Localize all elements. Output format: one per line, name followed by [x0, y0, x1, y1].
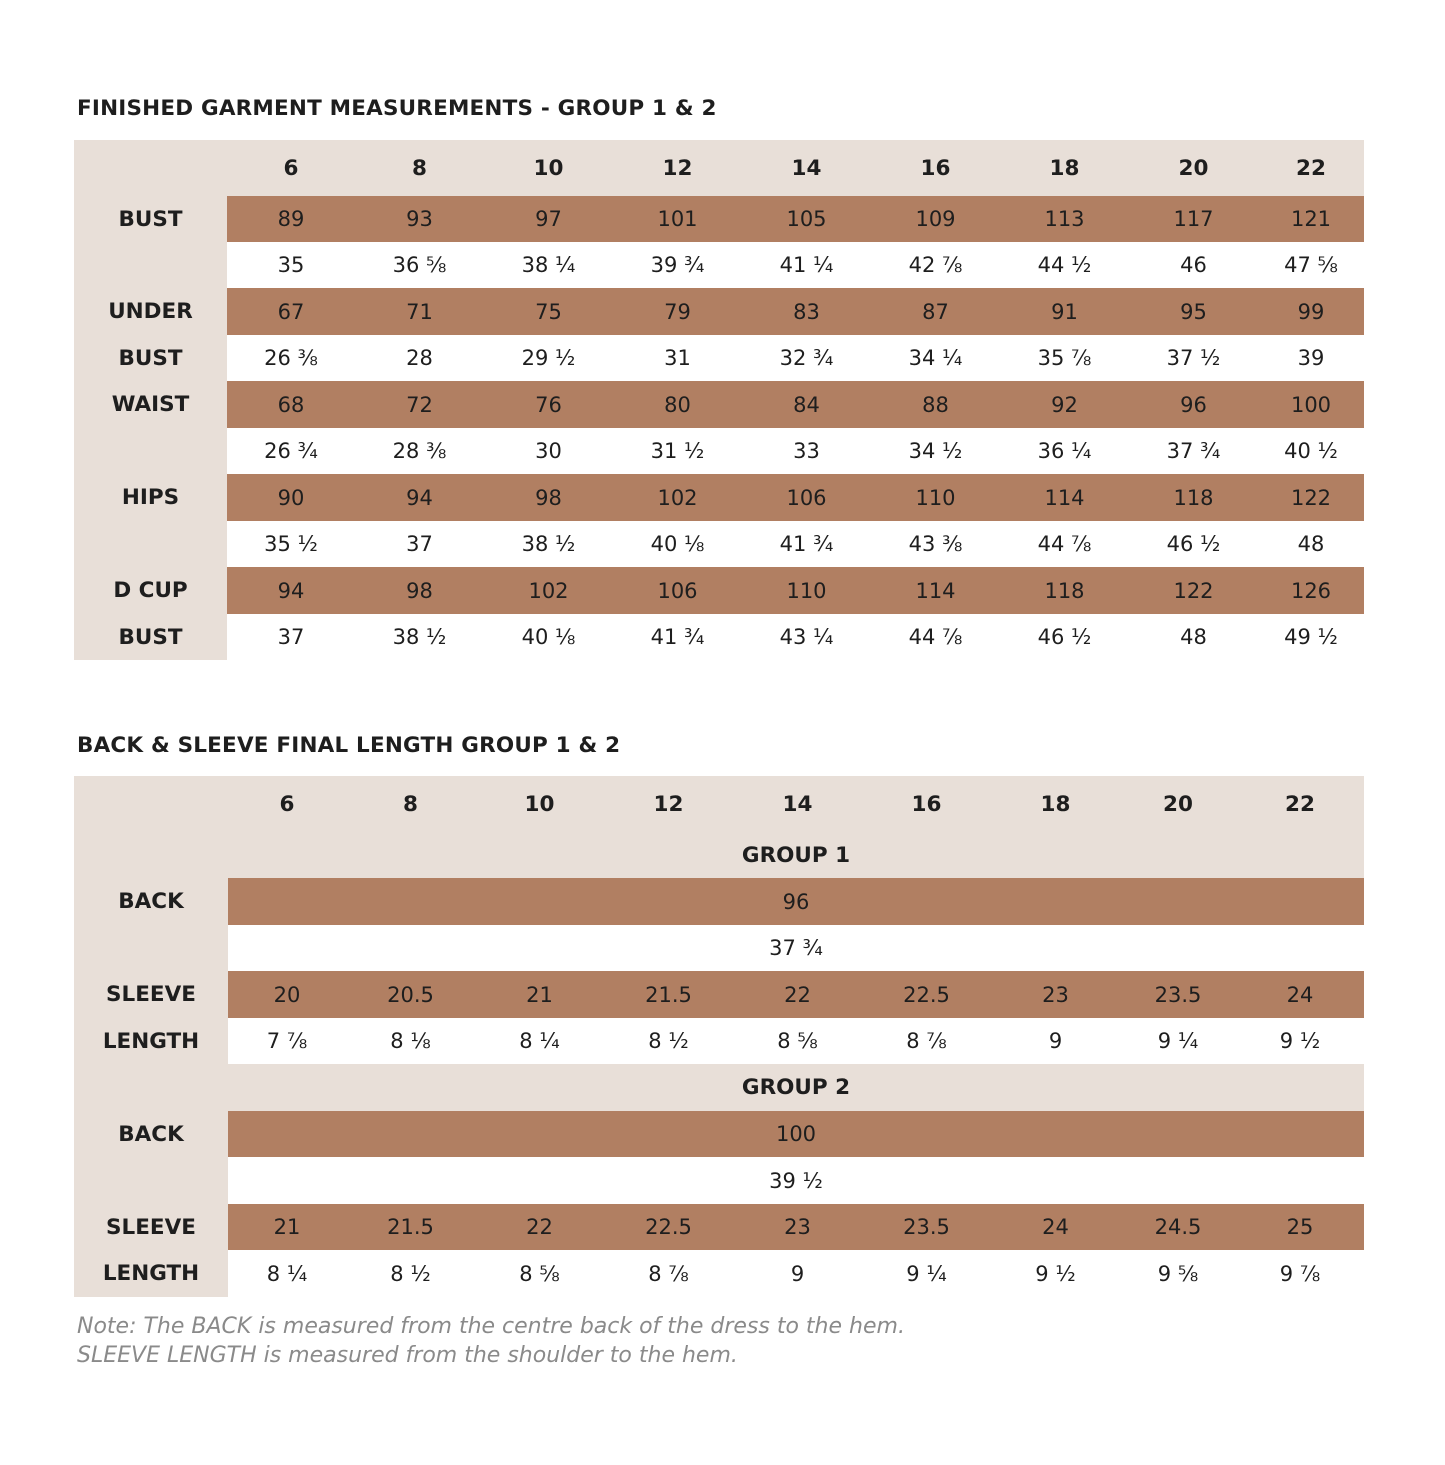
value-cell: 7 ⅞	[228, 1018, 346, 1064]
value-cell: 71	[355, 288, 484, 335]
value-cell: 84	[742, 381, 871, 428]
value-cell: 98	[355, 567, 484, 614]
size-header: 12	[604, 776, 733, 832]
size-header: 8	[355, 140, 484, 196]
value-cell: 8 ⅝	[733, 1018, 862, 1064]
value-cell: 24	[1236, 971, 1364, 1018]
value-cell: 44 ⅞	[871, 614, 1000, 660]
value-cell: 92	[1000, 381, 1129, 428]
row-label-empty	[74, 242, 227, 288]
size-header: 14	[733, 776, 862, 832]
dcup-cm-row	[74, 567, 1364, 614]
value-cell: 46	[1129, 242, 1258, 288]
value-cell: 79	[613, 288, 742, 335]
value-cell: 20.5	[346, 971, 475, 1018]
value-cell: 72	[355, 381, 484, 428]
value-cell: 40 ½	[1258, 428, 1364, 474]
value-cell: 121	[1258, 196, 1364, 242]
row-label-under: UNDER	[74, 288, 227, 335]
value-cell: 43 ¼	[742, 614, 871, 660]
value-cell: 22.5	[862, 971, 991, 1018]
value-cell: 9 ½	[991, 1250, 1120, 1297]
value-cell: 21	[475, 971, 604, 1018]
size-header-row	[74, 776, 1364, 832]
value-cell: 98	[484, 474, 613, 521]
value-cell: 99	[1258, 288, 1364, 335]
value-cell: 75	[484, 288, 613, 335]
group2-header-row	[74, 1064, 1364, 1111]
value-cell: 23.5	[862, 1204, 991, 1250]
size-header: 20	[1120, 776, 1236, 832]
value-cell: 26 ⅜	[227, 335, 355, 381]
value-cell: 91	[1000, 288, 1129, 335]
group1-header-row	[74, 832, 1364, 878]
group1-sleeve-cm-row	[74, 971, 1364, 1018]
value-cell: 8 ½	[346, 1250, 475, 1297]
underbust-in-row	[74, 335, 1364, 381]
row-label-back: BACK	[74, 1111, 228, 1157]
value-cell: 8 ¼	[228, 1250, 346, 1297]
size-header: 10	[484, 140, 613, 196]
value-cell: 8 ⅞	[604, 1250, 733, 1297]
value-cell: 100	[228, 1111, 1364, 1157]
size-header: 18	[1000, 140, 1129, 196]
value-cell: 21.5	[604, 971, 733, 1018]
note-line-1: Note: The BACK is measured from the centre back of the dress to the hem.	[77, 1314, 905, 1339]
size-header-row	[74, 140, 1364, 196]
size-header: 10	[475, 776, 604, 832]
value-cell: 76	[484, 381, 613, 428]
value-cell: 38 ½	[355, 614, 484, 660]
value-cell: 122	[1129, 567, 1258, 614]
size-header: 20	[1129, 140, 1258, 196]
value-cell: 42 ⅞	[871, 242, 1000, 288]
value-cell: 40 ⅛	[484, 614, 613, 660]
value-cell: 110	[742, 567, 871, 614]
row-label-length: LENGTH	[74, 1250, 228, 1297]
header-corner	[74, 776, 228, 832]
value-cell: 34 ¼	[871, 335, 1000, 381]
value-cell: 44 ½	[1000, 242, 1129, 288]
value-cell: 8 ⅞	[862, 1018, 991, 1064]
value-cell: 37	[355, 521, 484, 567]
value-cell: 40 ⅛	[613, 521, 742, 567]
value-cell: 9 ⅞	[1236, 1250, 1364, 1297]
finished-garment-table	[74, 140, 1364, 660]
size-header: 12	[613, 140, 742, 196]
value-cell: 114	[871, 567, 1000, 614]
value-cell: 37 ½	[1129, 335, 1258, 381]
row-label-dcup: D CUP	[74, 567, 227, 614]
value-cell: 8 ½	[604, 1018, 733, 1064]
value-cell: 102	[484, 567, 613, 614]
value-cell: 33	[742, 428, 871, 474]
value-cell: 36 ⅝	[355, 242, 484, 288]
size-header: 16	[871, 140, 1000, 196]
row-label-empty	[74, 925, 228, 971]
value-cell: 32 ¾	[742, 335, 871, 381]
size-header: 6	[227, 140, 355, 196]
value-cell: 83	[742, 288, 871, 335]
value-cell: 34 ½	[871, 428, 1000, 474]
value-cell: 109	[871, 196, 1000, 242]
value-cell: 31 ½	[613, 428, 742, 474]
value-cell: 118	[1129, 474, 1258, 521]
value-cell: 9	[733, 1250, 862, 1297]
bust-in-row	[74, 242, 1364, 288]
value-cell: 105	[742, 196, 871, 242]
value-cell: 110	[871, 474, 1000, 521]
value-cell: 43 ⅜	[871, 521, 1000, 567]
measurement-note	[77, 1312, 905, 1370]
value-cell: 94	[355, 474, 484, 521]
value-cell: 29 ½	[484, 335, 613, 381]
value-cell: 87	[871, 288, 1000, 335]
value-cell: 48	[1258, 521, 1364, 567]
value-cell: 80	[613, 381, 742, 428]
group2-label: GROUP 2	[228, 1064, 1364, 1111]
value-cell: 9 ¼	[862, 1250, 991, 1297]
value-cell: 100	[1258, 381, 1364, 428]
value-cell: 46 ½	[1129, 521, 1258, 567]
value-cell: 47 ⅝	[1258, 242, 1364, 288]
value-cell: 95	[1129, 288, 1258, 335]
value-cell: 97	[484, 196, 613, 242]
value-cell: 22	[475, 1204, 604, 1250]
row-label-empty	[74, 1064, 228, 1111]
size-header: 14	[742, 140, 871, 196]
value-cell: 94	[227, 567, 355, 614]
value-cell: 39 ¾	[613, 242, 742, 288]
value-cell: 90	[227, 474, 355, 521]
value-cell: 26 ¾	[227, 428, 355, 474]
value-cell: 23	[991, 971, 1120, 1018]
row-label-bust: BUST	[74, 196, 227, 242]
value-cell: 106	[613, 567, 742, 614]
size-header: 6	[228, 776, 346, 832]
value-cell: 9 ½	[1236, 1018, 1364, 1064]
value-cell: 44 ⅞	[1000, 521, 1129, 567]
value-cell: 114	[1000, 474, 1129, 521]
value-cell: 35 ⅞	[1000, 335, 1129, 381]
size-header: 22	[1258, 140, 1364, 196]
value-cell: 22.5	[604, 1204, 733, 1250]
value-cell: 101	[613, 196, 742, 242]
row-label-empty	[74, 428, 227, 474]
note-line-2: SLEEVE LENGTH is measured from the shoulder to the hem.	[77, 1343, 738, 1368]
value-cell: 9	[991, 1018, 1120, 1064]
value-cell: 38 ¼	[484, 242, 613, 288]
value-cell: 113	[1000, 196, 1129, 242]
value-cell: 23	[733, 1204, 862, 1250]
bust-cm-row	[74, 196, 1364, 242]
size-header: 8	[346, 776, 475, 832]
value-cell: 35 ½	[227, 521, 355, 567]
value-cell: 8 ⅝	[475, 1250, 604, 1297]
row-label-sleeve: SLEEVE	[74, 971, 228, 1018]
value-cell: 22	[733, 971, 862, 1018]
value-cell: 88	[871, 381, 1000, 428]
row-label-waist: WAIST	[74, 381, 227, 428]
group2-back-cm-row	[74, 1111, 1364, 1157]
value-cell: 25	[1236, 1204, 1364, 1250]
value-cell: 28 ⅜	[355, 428, 484, 474]
value-cell: 41 ¾	[742, 521, 871, 567]
value-cell: 89	[227, 196, 355, 242]
value-cell: 9 ⅝	[1120, 1250, 1236, 1297]
value-cell: 46 ½	[1000, 614, 1129, 660]
group2-sleeve-in-row	[74, 1250, 1364, 1297]
value-cell: 20	[228, 971, 346, 1018]
value-cell: 8 ¼	[475, 1018, 604, 1064]
value-cell: 118	[1000, 567, 1129, 614]
header-corner	[74, 140, 227, 196]
finished-garment-title: FINISHED GARMENT MEASUREMENTS - GROUP 1 & 2	[77, 96, 717, 121]
value-cell: 37	[227, 614, 355, 660]
row-label-under-bust: BUST	[74, 335, 227, 381]
value-cell: 36 ¼	[1000, 428, 1129, 474]
group1-sleeve-in-row	[74, 1018, 1364, 1064]
waist-cm-row	[74, 381, 1364, 428]
group1-back-cm-row	[74, 878, 1364, 925]
value-cell: 37 ¾	[228, 925, 1364, 971]
row-label-length: LENGTH	[74, 1018, 228, 1064]
value-cell: 48	[1129, 614, 1258, 660]
value-cell: 28	[355, 335, 484, 381]
value-cell: 68	[227, 381, 355, 428]
waist-in-row	[74, 428, 1364, 474]
value-cell: 35	[227, 242, 355, 288]
value-cell: 96	[1129, 381, 1258, 428]
value-cell: 31	[613, 335, 742, 381]
value-cell: 9 ¼	[1120, 1018, 1236, 1064]
value-cell: 39	[1258, 335, 1364, 381]
value-cell: 38 ½	[484, 521, 613, 567]
row-label-empty	[74, 832, 228, 878]
size-header: 18	[991, 776, 1120, 832]
value-cell: 49 ½	[1258, 614, 1364, 660]
value-cell: 24	[991, 1204, 1120, 1250]
row-label-dcup-bust: BUST	[74, 614, 227, 660]
hips-in-row	[74, 521, 1364, 567]
value-cell: 93	[355, 196, 484, 242]
value-cell: 67	[227, 288, 355, 335]
value-cell: 23.5	[1120, 971, 1236, 1018]
value-cell: 24.5	[1120, 1204, 1236, 1250]
value-cell: 21.5	[346, 1204, 475, 1250]
value-cell: 8 ⅛	[346, 1018, 475, 1064]
group2-sleeve-cm-row	[74, 1204, 1364, 1250]
hips-cm-row	[74, 474, 1364, 521]
group2-back-in-row	[74, 1157, 1364, 1204]
size-header: 16	[862, 776, 991, 832]
row-label-empty	[74, 521, 227, 567]
group1-label: GROUP 1	[228, 832, 1364, 878]
row-label-back: BACK	[74, 878, 228, 925]
back-sleeve-table	[74, 776, 1364, 1297]
value-cell: 122	[1258, 474, 1364, 521]
row-label-sleeve: SLEEVE	[74, 1204, 228, 1250]
value-cell: 30	[484, 428, 613, 474]
value-cell: 37 ¾	[1129, 428, 1258, 474]
size-header: 22	[1236, 776, 1364, 832]
value-cell: 39 ½	[228, 1157, 1364, 1204]
value-cell: 41 ¾	[613, 614, 742, 660]
underbust-cm-row	[74, 288, 1364, 335]
row-label-empty	[74, 1157, 228, 1204]
value-cell: 106	[742, 474, 871, 521]
group1-back-in-row	[74, 925, 1364, 971]
value-cell: 41 ¼	[742, 242, 871, 288]
dcup-in-row	[74, 614, 1364, 660]
value-cell: 96	[228, 878, 1364, 925]
value-cell: 21	[228, 1204, 346, 1250]
value-cell: 126	[1258, 567, 1364, 614]
value-cell: 102	[613, 474, 742, 521]
back-sleeve-title: BACK & SLEEVE FINAL LENGTH GROUP 1 & 2	[77, 733, 621, 758]
row-label-hips: HIPS	[74, 474, 227, 521]
value-cell: 117	[1129, 196, 1258, 242]
